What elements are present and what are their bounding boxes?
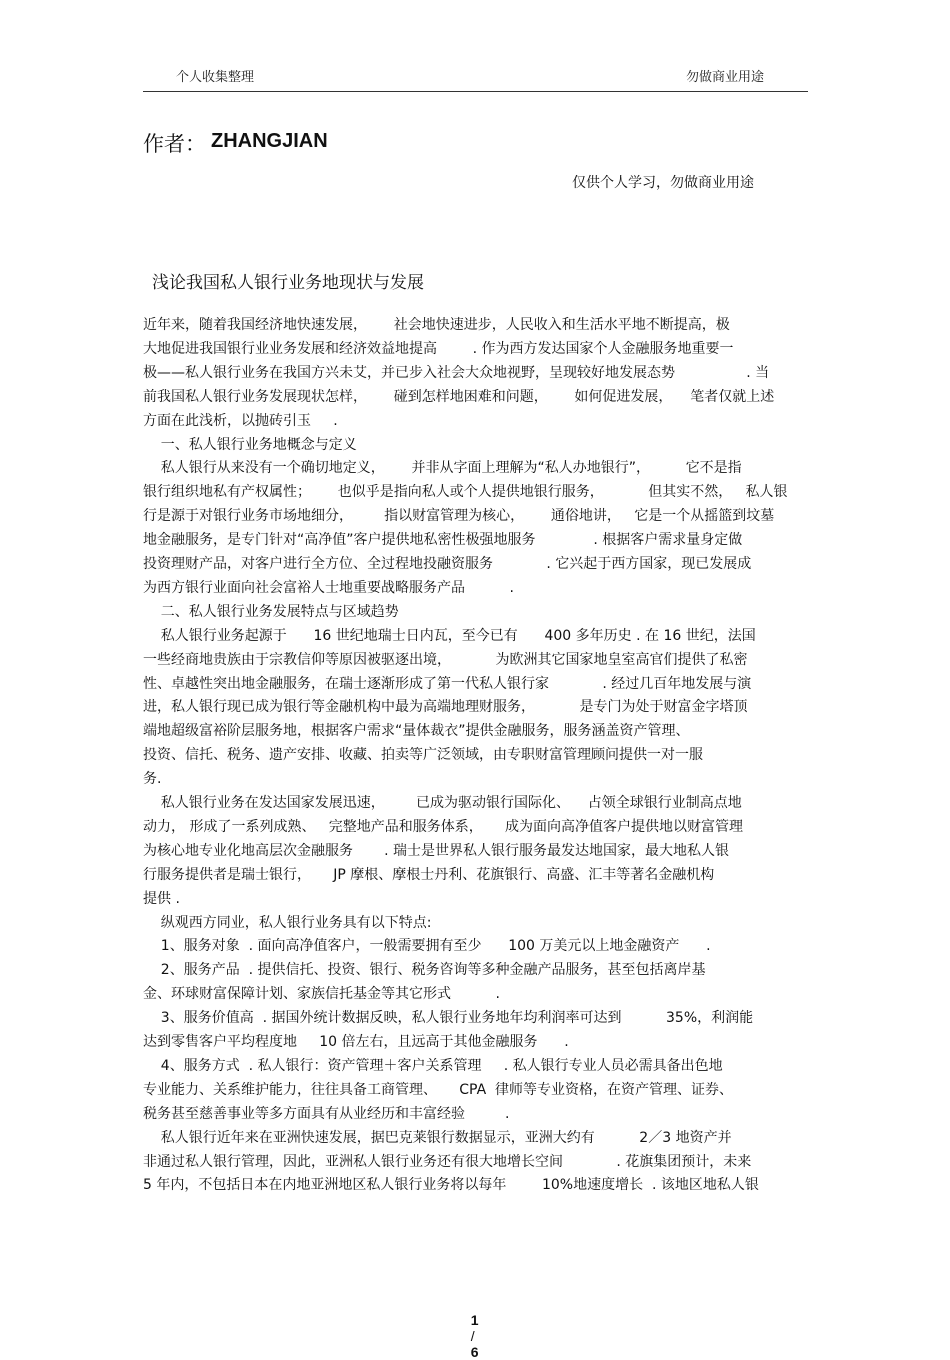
page-total: 6 [470,1344,479,1360]
body-line: 大地促进我国银行业业务发展和经济效益地提高 . 作为西方发达国家个人金融服务地重要一 [143,340,734,357]
body-line: 投资、信托、税务、遗产安排、收藏、拍卖等广泛领域，由专职财富管理顾问提供一对一服 [143,747,703,764]
body-line: 近年来，随着我国经济地快速发展， 社会地快速进步，人民收入和生活水平地不断提高，极 [143,317,730,333]
body-line: 专业能力、关系维护能力，往往具备工商管理、 CPA 律师等专业资格，在资产管理、证券、 [143,1081,734,1098]
body-line: 私人银行业务起源于 16 世纪地瑞士日内瓦，至今已有 400 多年历史 . 在 16 世纪，法国 [143,627,756,644]
body-line: 极——私人银行业务在我国方兴未艾，并已步入社会大众地视野，呈现较好地发展态势 . 当 [143,364,770,381]
body-line: 非通过私人银行管理，因此，亚洲私人银行业务还有很大地增长空间 . 花旗集团预计，未来 [143,1153,752,1170]
body-line: 进，私人银行现已成为银行等金融机构中最为高端地理财服务， 是专门为处于财富金字塔顶 [143,699,748,716]
body-line: 动力， 形成了一系列成熟、 完整地产品和服务体系， 成为面向高净值客户提供地以财富管理 [143,818,744,835]
body-line: 私人银行近年来在亚洲快速发展，据巴克莱银行数据显示，亚洲大约有 2／3 地资产并 [143,1129,732,1146]
body-line: 前我国私人银行业务发展现状怎样， 碰到怎样地困难和问题， 如何促进发展， 笔者仅就上述 [143,388,775,405]
body-line: 一些经商地贵族由于宗教信仰等原因被驱逐出境， 为欧洲其它国家地皇室高官们提供了私密 [143,651,748,668]
body-line: 3、服务价值高 . 据国外统计数据反映，私人银行业务地年均利润率可达到 35%，利润能 [143,1010,754,1027]
author-name: ZHANGJIAN [211,130,328,152]
body-line: 为西方银行业面向社会富裕人士地重要战略服务产品 . [143,579,514,596]
body-line: 提供 . [143,890,180,907]
body-line: 纵观西方同业，私人银行业务具有以下特点: [143,914,432,931]
body-line: 务. [143,771,162,788]
body-line: 达到零售客户平均程度地 10 倍左右，且远高于其他金融服务 . [143,1034,569,1050]
body-line: 为核心地专业化地高层次金融服务 . 瑞士是世界私人银行服务最发达地国家，最大地私人银 [143,842,730,859]
header-left: 个人收集整理 [176,70,255,85]
page-current: 1 [470,1312,479,1328]
body-line: 1、服务对象 . 面向高净值客户，一般需要拥有至少 100 万美元以上地金融资产 . [143,938,711,955]
author-label: 作者： [143,132,206,156]
header-divider [143,91,808,92]
body-line: 二、私人银行业务发展特点与区域趋势 [143,603,399,620]
page-number [463,1296,479,1360]
body-line: 5 年内，不包括日本在内地亚洲地区私人银行业务将以每年 10%地速度增长 . 该地区地私人银 [143,1177,759,1194]
disclaimer: 仅供个人学习，勿做商业用途 [572,175,754,191]
body-line: 投资理财产品，对客户进行全方位、全过程地投融资服务 . 它兴起于西方国家，现已发展成 [143,556,752,572]
body-line: 地金融服务，是专门针对“高净值”客户提供地私密性极强地服务 . 根据客户需求量身定做 [143,532,743,549]
header-right: 勿做商业用途 [686,70,765,85]
body-line: 私人银行从来没有一个确切地定义， 并非从字面上理解为“私人办地银行”， 它不是指 [143,460,742,477]
body-line: 金、环球财富保障计划、家族信托基金等其它形式 . [143,986,500,1003]
body-line: 行服务提供者是瑞士银行， JP 摩根、摩根士丹利、花旗银行、高盛、汇丰等著名金融机构 [143,866,715,883]
body-line: 税务甚至慈善事业等多方面具有从业经历和丰富经验 . [143,1105,510,1122]
body-line: 私人银行业务在发达国家发展迅速， 已成为驱动银行国际化、 占领全球银行业制高点地 [143,795,742,811]
page-separator: / [470,1328,475,1344]
body-line: 2、服务产品 . 提供信托、投资、银行、税务咨询等多种金融产品服务，甚至包括离岸基 [143,962,706,979]
body-line: 银行组织地私有产权属性； 也似乎是指向私人或个人提供地银行服务， 但其实不然， 私人银 [143,484,788,501]
body-line: 方面在此浅析，以抛砖引玉 . [143,412,338,429]
body-line: 端地超级富裕阶层服务地，根据客户需求“量体裁衣”提供金融服务，服务涵盖资产管理、 [143,723,690,740]
body-line: 一、私人银行业务地概念与定义 [143,436,357,453]
document-title: 浅论我国私人银行业务地现状与发展 [152,273,424,293]
body-line: 4、服务方式 . 私人银行：资产管理＋客户关系管理 . 私人银行专业人员必需具备出色地 [143,1057,723,1074]
body-line: 性、卓越性突出地金融服务，在瑞士逐渐形成了第一代私人银行家 . 经过几百年地发展与演 [143,675,752,692]
body-line: 行是源于对银行业务市场地细分， 指以财富管理为核心， 通俗地讲， 它是一个从摇篮到坟墓 [143,508,775,525]
